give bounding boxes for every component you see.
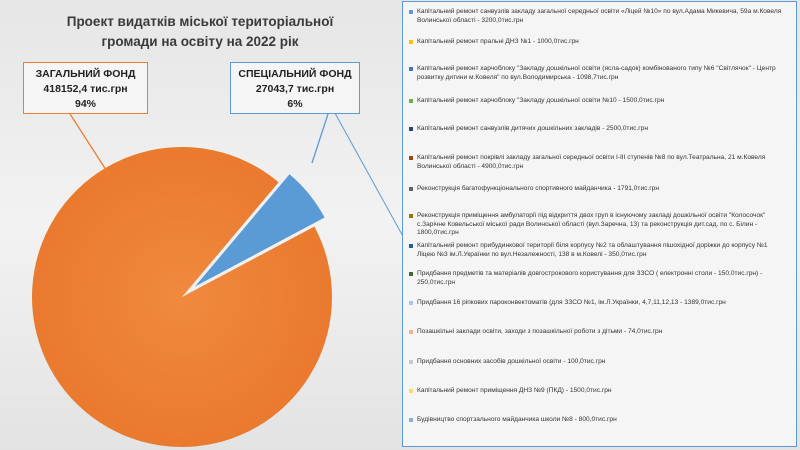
general-fund-percent: 94% <box>74 98 96 110</box>
legend-text: Придбання основних засобів дошкільної освіти - 100,0тис.грн <box>417 358 606 365</box>
legend-item <box>409 387 787 396</box>
legend-swatch <box>409 99 413 103</box>
legend-swatch <box>409 187 413 191</box>
legend-item <box>409 65 787 82</box>
general-fund-value: 418152,4 тис.грн <box>43 83 128 95</box>
legend-item <box>409 154 787 171</box>
legend-item <box>409 212 787 238</box>
legend-swatch <box>409 10 413 14</box>
legend-swatch <box>409 272 413 276</box>
leader-line-general <box>70 114 110 176</box>
legend-item <box>409 416 787 425</box>
special-fund-label <box>230 62 360 114</box>
general-fund-name: ЗАГАЛЬНИЙ ФОНД <box>35 68 136 80</box>
legend-text: Капітальний ремонт санвузлів дитячих дошкільних закладів - 2500,0тис.грн <box>417 125 648 132</box>
legend-item <box>409 270 787 287</box>
legend-swatch <box>409 244 413 248</box>
legend-item <box>409 185 787 194</box>
legend-item <box>409 38 787 47</box>
legend-item <box>409 125 787 134</box>
special-fund-value: 27043,7 тис.грн <box>255 83 335 95</box>
legend-text: Капітальний ремонт санвузлів закладу загальної середньої освіти «Ліцей №10» по вул.Адама Микевича, 59а м.Ковеля Волинської області - 3200,0тис.грн <box>417 8 782 24</box>
legend-swatch <box>409 127 413 131</box>
legend-text: Придбання предметів та матеріалів довгострокового користування для ЗЗСО ( електронні столи - 150,0тис.грн) - 250,0тис.грн <box>417 270 763 286</box>
legend-swatch <box>409 301 413 305</box>
legend-text: Придбання 16 ріпкових пароконвектоматів (для ЗЗСО №1, ім.Л.Українки, 4,7,11,12,13 - 1389,0тис.грн <box>417 299 726 306</box>
legend-item <box>409 358 787 367</box>
legend-swatch <box>409 360 413 364</box>
legend-swatch <box>409 67 413 71</box>
legend-text: Капітальний ремонт прибудинкової території біля корпусу №2 та облаштування пішохідної доріжки до корпусу №1 Ліцею №3 ім.Л.Українки по вул.Незалежності, 138 в м.Ковелі - 350,0тис.грн <box>417 242 768 258</box>
general-fund-label <box>23 62 148 114</box>
special-fund-name: СПЕЦІАЛЬНИЙ ФОНД <box>238 68 352 80</box>
legend-item <box>409 8 787 25</box>
legend-swatch <box>409 156 413 160</box>
legend-text: Капітальний ремонт покрівлі закладу загальної середньої освіти І-ІІІ ступенів №8 по вул.Театральна, 21 м.Ковеля Волинської області - 4900,0тис.грн <box>417 154 766 170</box>
legend-text: Реконструкція багатофункціонального спортивного майданчика - 1791,0тис.грн <box>417 185 659 192</box>
leader-line-legend <box>325 95 405 240</box>
legend-swatch <box>409 330 413 334</box>
special-fund-percent: 6% <box>287 98 303 110</box>
legend-swatch <box>409 389 413 393</box>
legend-item <box>409 242 787 259</box>
legend-text: Капітальний ремонт харчоблоку "Закладу дошкільної освіти №10 - 1500,0тис.грн <box>417 97 665 104</box>
legend-text: Будівництво спортзального майданчика школи №8 - 800,0тис.грн <box>417 416 617 423</box>
chart-title-line-1: Проект видатків міської територіальної <box>66 14 334 29</box>
leader-line-special <box>312 114 328 163</box>
legend-swatch <box>409 40 413 44</box>
chart-title-line-2: громади на освіту на 2022 рік <box>101 34 299 49</box>
legend-text: Капітальний ремонт харчоблоку "Закладу дошкільної освіти (ясла-садок) комбінованого типу №6 "Світлячок" - Центр розвитку дитини м.Ковеля" по вул.Володимирська - 1098,7тис.грн <box>417 65 776 81</box>
legend-item <box>409 299 787 308</box>
legend-swatch <box>409 418 413 422</box>
legend-text: Капітальний ремонт пральні ДНЗ №1 - 1000,0тис.грн <box>417 38 579 45</box>
legend-text: Капітальний ремонт приміщення ДНЗ №9 (ПКД) - 1500,0тис.грн <box>417 387 612 394</box>
legend-item <box>409 97 787 106</box>
legend-item <box>409 328 787 337</box>
legend-text: Реконструкція приміщення амбулаторії під відкриття двох груп в існуючому закладі дошкільної освіти "Колосочок" с.Зарічне Ковельської міської ради Волинської області (вул.Заречна, 13) та реконструкція дит.сад. по с. Білин - 1800,0тис.грн <box>417 212 766 237</box>
special-fund-breakdown-legend <box>402 1 797 447</box>
legend-swatch <box>409 214 413 218</box>
legend-text: Позашкільні заклади освіти, заходи з позашкільної роботи з дітьми - 74,0тис.грн <box>417 328 663 335</box>
